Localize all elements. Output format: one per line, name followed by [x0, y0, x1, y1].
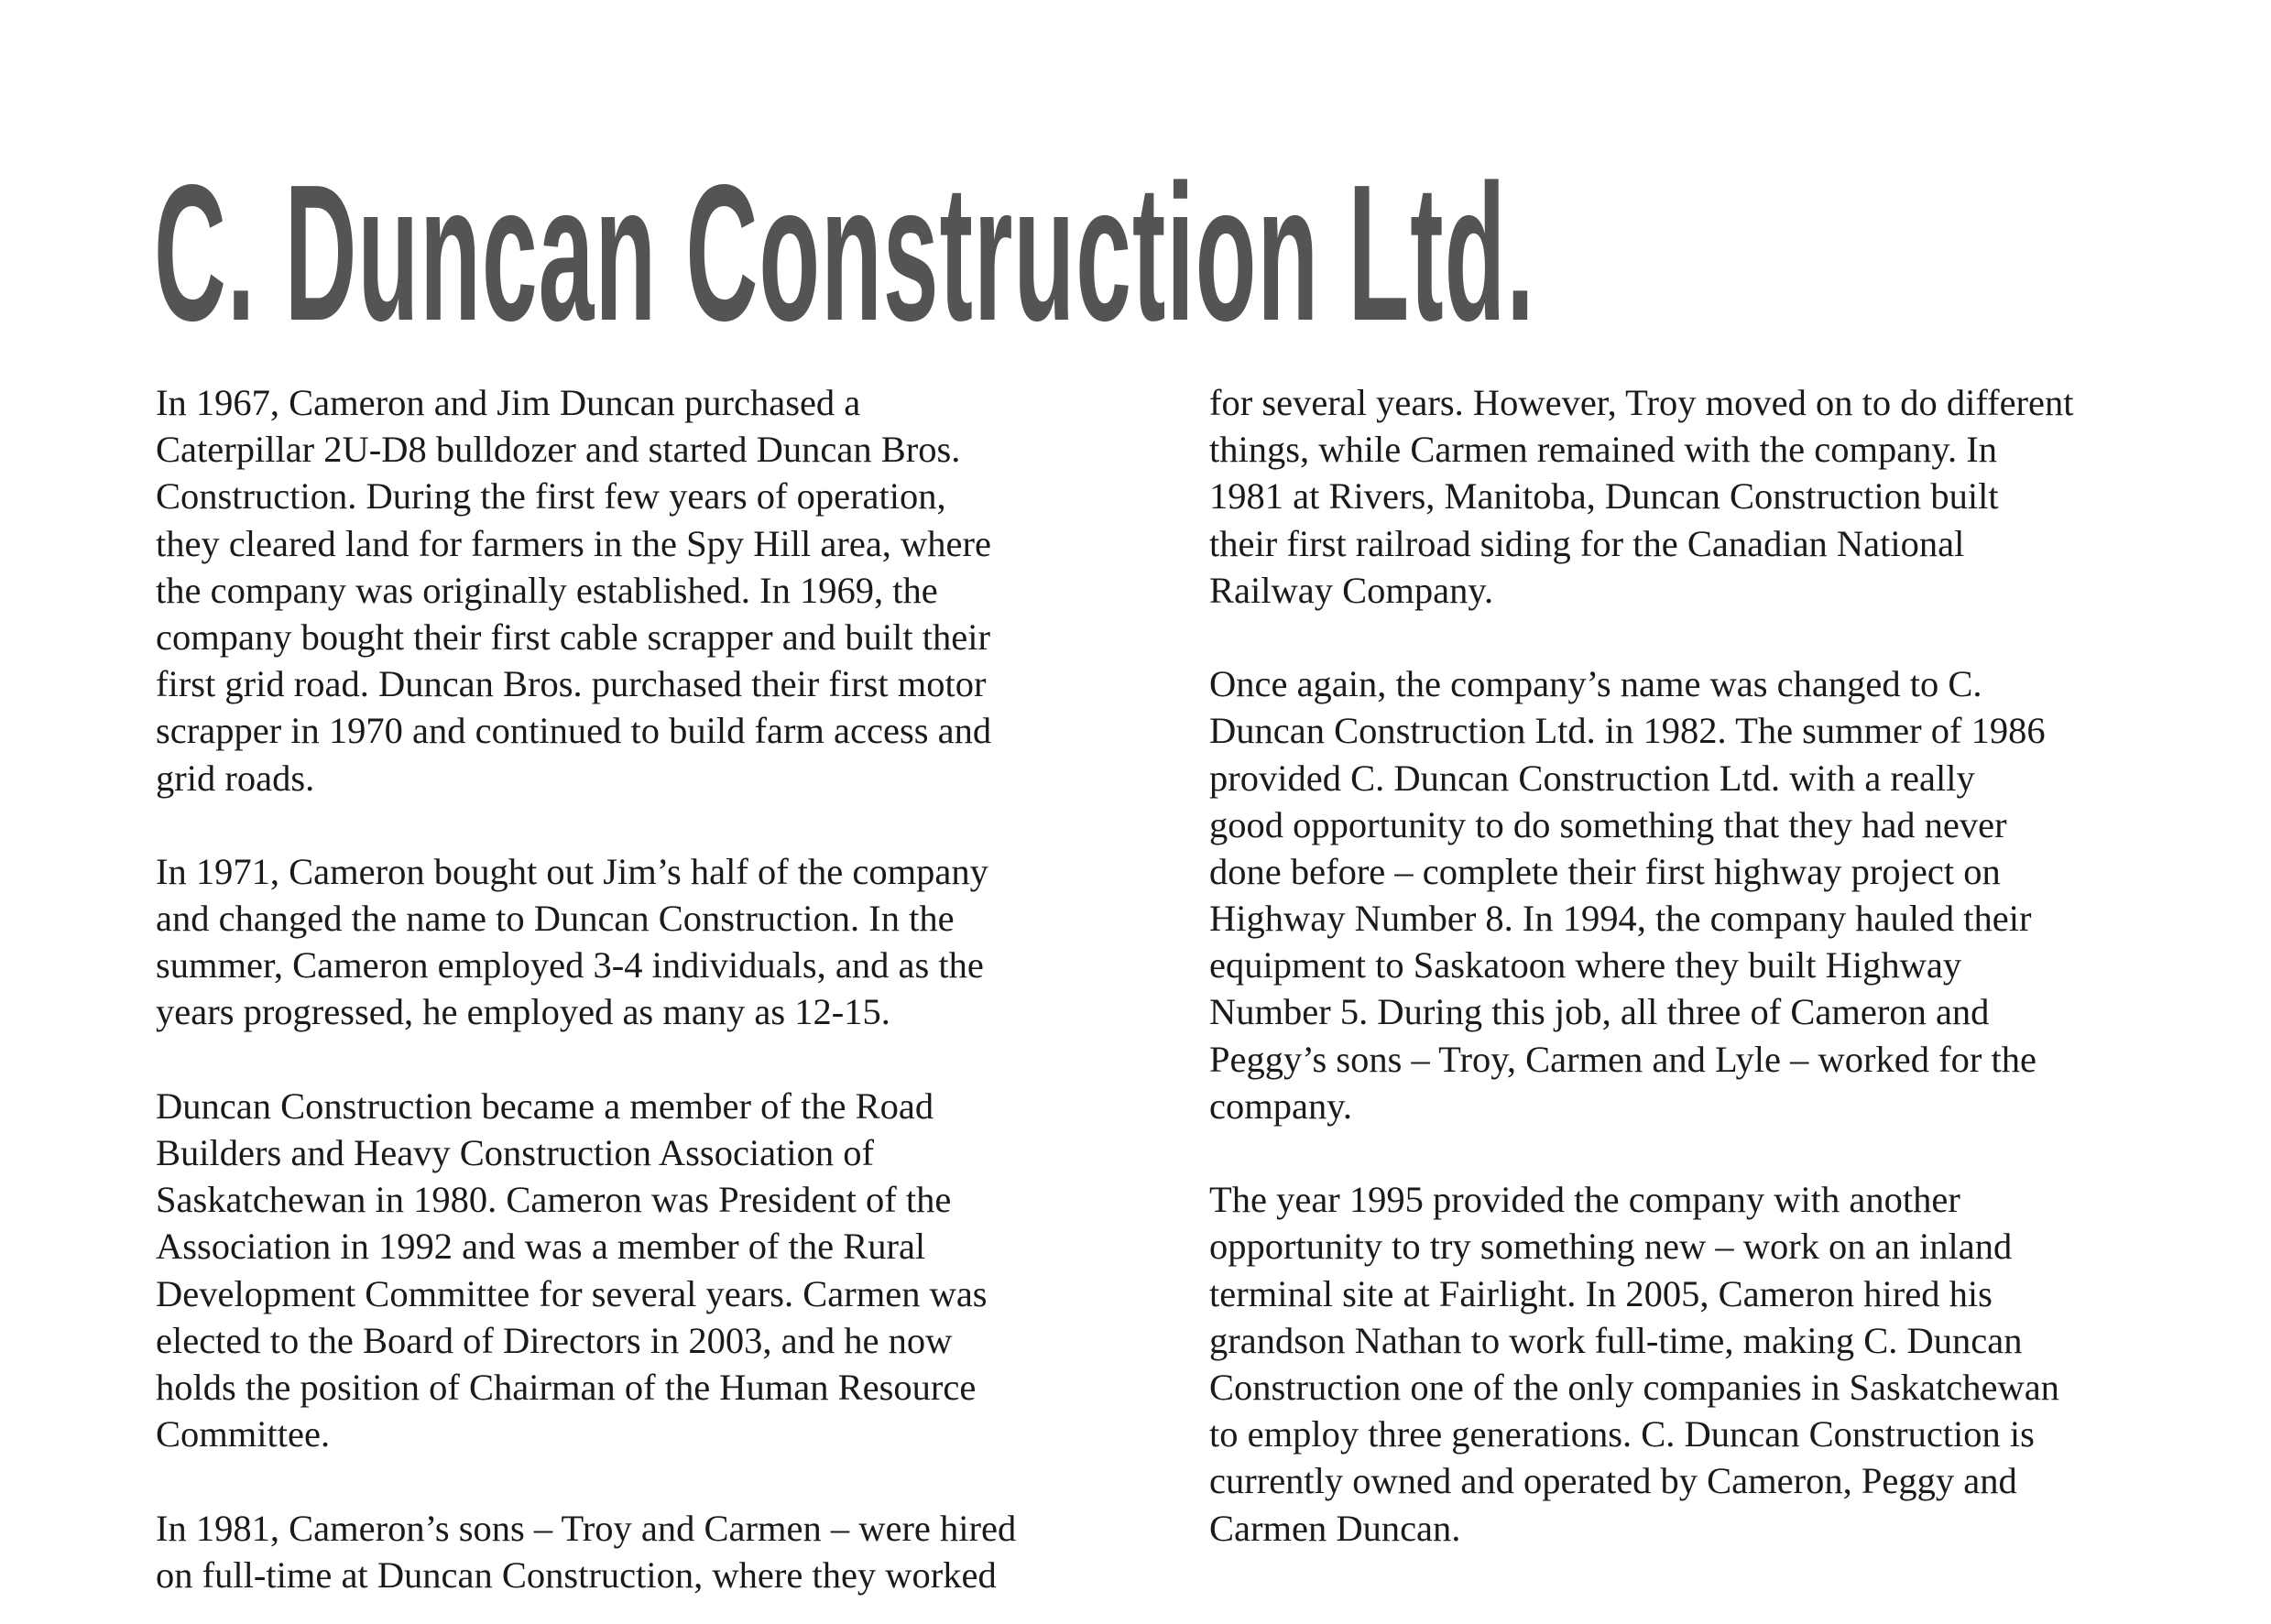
text-line: things, while Carmen remained with the company. In	[1209, 429, 1998, 471]
paragraph-gap	[156, 1036, 1016, 1083]
text-line: opportunity to try something new – work on an inland	[1209, 1226, 2013, 1268]
text-line: Caterpillar 2U-D8 bulldozer and started Duncan Bros.	[156, 429, 961, 471]
text-line: elected to the Board of Directors in 2003, and he now	[156, 1319, 953, 1361]
text-line: Highway Number 8. In 1994, the company hauled their	[1209, 898, 2032, 940]
paragraph	[156, 1083, 1016, 1458]
text-line: currently owned and operated by Cameron, Peggy and	[1209, 1460, 2017, 1502]
text-line: The year 1995 provided the company with another	[1209, 1179, 1960, 1221]
paragraph	[156, 1505, 1016, 1598]
paragraph-gap	[1209, 614, 2074, 660]
text-line: Railway Company.	[1209, 569, 1494, 611]
text-line: first grid road. Duncan Bros. purchased their first motor	[156, 663, 987, 705]
text-line: Peggy’s sons – Troy, Carmen and Lyle – worked for the	[1209, 1038, 2036, 1080]
text-line: Number 5. During this job, all three of Cameron and	[1209, 991, 1990, 1033]
paragraph-gap	[1209, 1129, 2074, 1176]
paragraph	[1209, 1176, 2074, 1552]
left-column	[156, 379, 1016, 1598]
text-line: Construction one of the only companies in Saskatchewan	[1209, 1366, 2059, 1408]
text-line: Construction. During the first few years of operation,	[156, 475, 946, 518]
paragraph-gap	[156, 801, 1016, 848]
text-line: Carmen Duncan.	[1209, 1507, 1461, 1549]
page-title: C. Duncan Construction Ltd.	[154, 144, 1535, 361]
text-line: good opportunity to do something that they had never	[1209, 803, 2007, 845]
text-line: Association in 1992 and was a member of the Rural	[156, 1226, 926, 1268]
text-line: company.	[1209, 1084, 1352, 1127]
text-line: 1981 at Rivers, Manitoba, Duncan Construction built	[1209, 475, 1999, 518]
paragraph	[1209, 660, 2074, 1129]
paragraph	[1209, 379, 2074, 614]
text-line: summer, Cameron employed 3-4 individuals, and as the	[156, 944, 984, 986]
text-line: for several years. However, Troy moved on to do different	[1209, 382, 2074, 423]
paragraph-gap	[156, 1457, 1016, 1504]
text-line: In 1967, Cameron and Jim Duncan purchased a	[156, 382, 861, 423]
text-line: Development Committee for several years. Carmen was	[156, 1272, 988, 1314]
text-line: grandson Nathan to work full-time, making C. Duncan	[1209, 1319, 2023, 1361]
paragraph	[156, 379, 1016, 801]
text-line: their first railroad siding for the Canadian National	[1209, 522, 1965, 564]
text-line: company bought their first cable scrapper and built their	[156, 616, 990, 658]
text-line: Saskatchewan in 1980. Cameron was President of the	[156, 1179, 952, 1221]
paragraph	[156, 848, 1016, 1036]
text-line: Duncan Construction became a member of the Road	[156, 1084, 934, 1127]
text-line: equipment to Saskatoon where they built Highway	[1209, 944, 1962, 986]
text-line: and changed the name to Duncan Construction. In the	[156, 898, 955, 940]
text-line: holds the position of Chairman of the Human Resource	[156, 1366, 977, 1408]
text-line: terminal site at Fairlight. In 2005, Cameron hired his	[1209, 1272, 1993, 1314]
text-line: Builders and Heavy Construction Association of	[156, 1132, 875, 1173]
text-line: Once again, the company’s name was changed to C.	[1209, 663, 1982, 705]
text-line: years progressed, he employed as many as 12-15.	[156, 991, 890, 1033]
text-line: provided C. Duncan Construction Ltd. with a really	[1209, 757, 1975, 799]
right-column	[1209, 379, 2074, 1552]
text-line: done before – complete their first highway project on	[1209, 850, 2001, 892]
text-line: Committee.	[156, 1413, 331, 1455]
text-line: In 1971, Cameron bought out Jim’s half of the company	[156, 850, 988, 892]
text-line: scrapper in 1970 and continued to build farm access and	[156, 710, 992, 752]
text-line: grid roads.	[156, 757, 315, 799]
text-line: they cleared land for farmers in the Spy Hill area, where	[156, 522, 991, 564]
text-line: to employ three generations. C. Duncan Construction is	[1209, 1413, 2035, 1455]
text-line: In 1981, Cameron’s sons – Troy and Carmen – were hired	[156, 1507, 1017, 1549]
text-line: Duncan Construction Ltd. in 1982. The summer of 1986	[1209, 710, 2046, 752]
text-line: on full-time at Duncan Construction, where they worked	[156, 1553, 997, 1596]
text-line: the company was originally established. In 1969, the	[156, 569, 938, 611]
